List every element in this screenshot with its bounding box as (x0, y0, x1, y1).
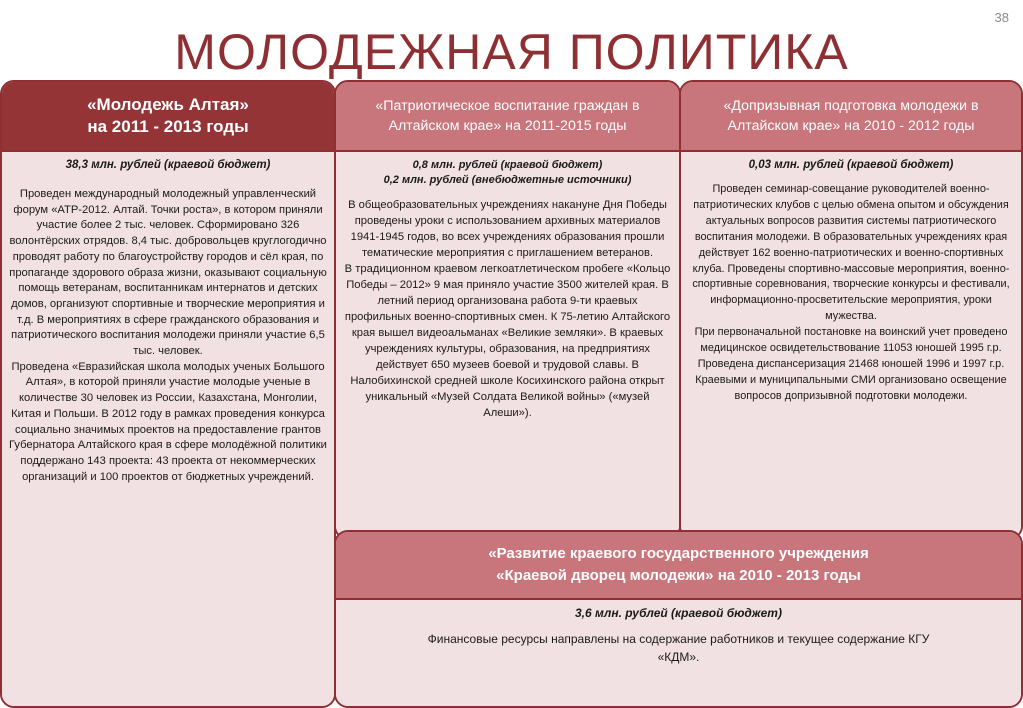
description-paragraph: Проведена «Евразийская школа молодых ученых Большого Алтая», в которой приняли участие молодые ученые в количестве 30 человек из России, Казахстана, Монголии, Китая и Польши. В 2012 году в рамках проведения конкурса социально значимых проектов на предоставление грантов Губернатора Алтайского края в сфере молодёжной политики поддержано 143 проекта: 43 проекта от некоммерческих организаций и 100 проектов от бюджетных учреждений. (9, 360, 327, 483)
panel-body (2, 150, 334, 706)
description-paragraph: Финансовые ресурсы направлены на содержание работников и текущее содержание КГУ «КДМ». (427, 632, 930, 664)
panel-header-line: Алтайском крае» на 2011-2015 годы (388, 118, 627, 134)
panel-body (336, 150, 679, 538)
panel-pre-conscription-training (679, 80, 1023, 540)
panel-header (681, 82, 1021, 150)
description-paragraph: Краевыми и муниципальными СМИ организовано освещение вопросов допризывной подготовки молодежи. (695, 373, 1007, 402)
slide-title: МОЛОДЕЖНАЯ ПОЛИТИКА (174, 24, 849, 80)
description-paragraph: Проведен международный молодежный управленческий форум «АТР-2012. Алтай. Точки роста», в котором приняли участие более 2 тыс. человек. Сформировано 326 волонтёрских отрядов. 8,4 тыс. добровольцев круглогодично проводят работу по благоустройству городов и сёл края, по пропаганде здорового образа жизни, оказывают социальную помощь ветеранам, воспитанникам интернатов и детских домов, организуют спортивные и творческие мероприятия и т.д. В мероприятиях в сфере гражданского образования и патриотического воспитания молодежи приняли участие 6,5 тыс. человек. (9, 188, 327, 358)
description-paragraph: Проведен семинар-совещание руководителей военно-патриотических клубов с целью обмена опытом и обсуждения актуальных вопросов развития системы патриотического воспитания молодежи. В образовательных учреждениях края действует 162 военно-патриотических и военно-спортивных клуба. Проведены спортивно-массовые мероприятия, военно-спортивные соревнования, творческие конкурсы и фестивали, информационно-просветительские мероприятия, уроки мужества. (692, 183, 1010, 323)
funding-amount: 0,2 млн. рублей (внебюджетные источники) (383, 174, 632, 186)
funding-amount: 0,8 млн. рублей (краевой бюджет) (412, 159, 603, 171)
panel-header (336, 82, 679, 150)
funding-amount: 0,03 млн. рублей (краевой бюджет) (748, 159, 954, 171)
panel-header (336, 532, 1021, 598)
panel-header-line: «Краевой дворец молодежи» на 2010 - 2013 годы (496, 567, 861, 584)
panel-youth-palace (334, 530, 1023, 708)
panel-header-line: на 2011 - 2013 годы (87, 117, 249, 136)
description-paragraph: В общеобразовательных учреждениях накануне Дня Победы проведены уроки с использованием архивных материалов 1941-1945 годов, во всех учреждениях образования прошли тематические мероприятия с приглашением ветеранов. (348, 199, 667, 259)
panel-header-line: «Молодежь Алтая» (87, 95, 249, 114)
description-paragraph: В традиционном краевом легкоатлетическом пробеге «Кольцо Победы – 2012» 9 мая приняло участие 3500 жителей края. В летний период организована работа 9-ти краевых профильных военно-спортивных смен. К 75-летию Алтайского края вышел видеоальманах «Великие земляки». В краевых учреждениях культуры, образования, на предприятиях действует 650 музеев боевой и трудовой славы. В Налобихинской средней школе Косихинского района открыт уникальный «Музей Солдата Великой войны» («музей Алеши»). (344, 263, 671, 419)
panel-header (2, 82, 334, 150)
slide-number: 38 (994, 10, 1009, 25)
description-paragraph: При первоначальной постановке на воинский учет проведено медицинское освидетельствование 11053 юношей 1995 г.р. Проведена диспансеризация 21468 юношей 1996 и 1997 г.р. (694, 326, 1008, 370)
panel-header-line: «Патриотическое воспитание граждан в (375, 98, 640, 114)
panel-patriotic-education (334, 80, 681, 540)
panel-header-line: Алтайском крае» на 2010 - 2012 годы (727, 118, 975, 134)
panel-header-line: «Допризывная подготовка молодежи в (723, 98, 979, 114)
panel-header-line: «Развитие краевого государственного учреждения (488, 545, 869, 562)
funding-amount: 3,6 млн. рублей (краевой бюджет) (575, 606, 782, 620)
panel-youth-of-altai (0, 80, 336, 708)
panel-body (681, 150, 1021, 538)
funding-amount: 38,3 млн. рублей (краевой бюджет) (65, 159, 271, 171)
panel-body (336, 598, 1021, 706)
